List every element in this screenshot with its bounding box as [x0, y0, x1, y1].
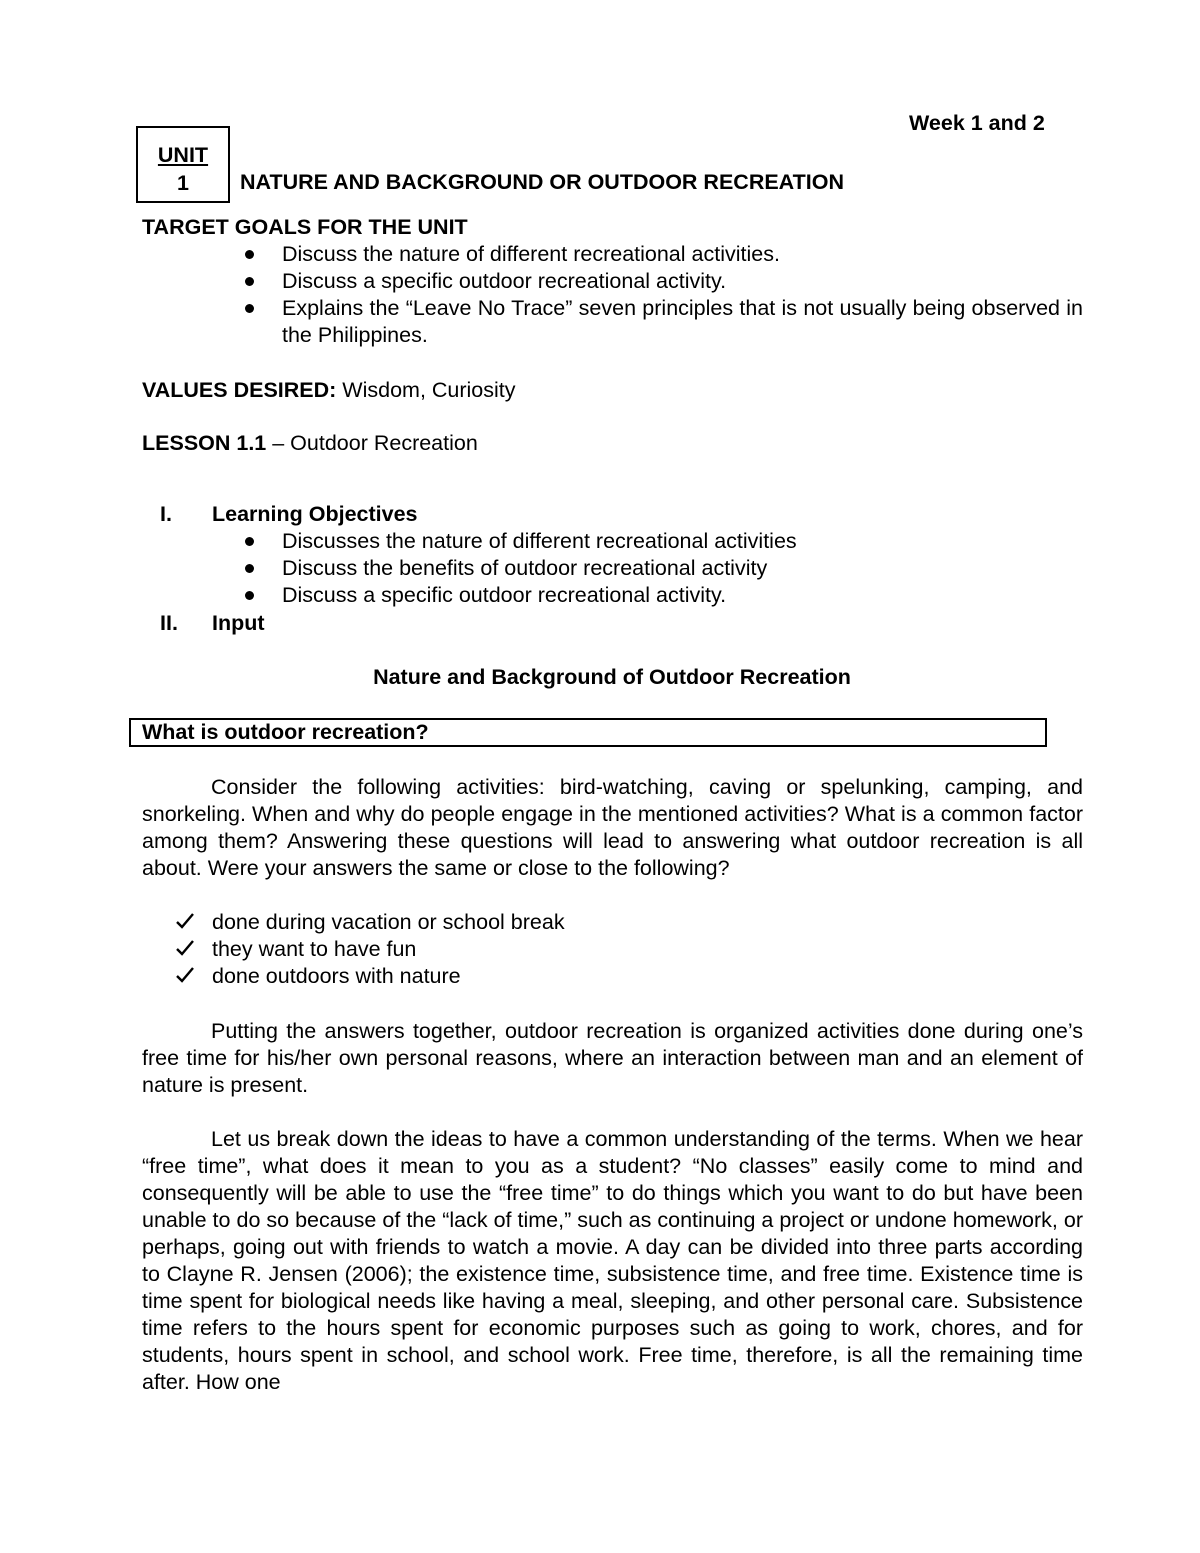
check-icon — [175, 911, 195, 931]
unit-number: 1 — [177, 171, 189, 195]
lesson-text: – Outdoor Recreation — [266, 431, 478, 455]
bullet-icon — [245, 277, 254, 286]
unit-box — [136, 126, 230, 203]
check-icon — [175, 965, 195, 985]
content-heading: Nature and Background of Outdoor Recreation — [373, 665, 851, 689]
bullet-icon — [245, 564, 254, 573]
objective-item: Discusses the nature of different recreational activities — [282, 529, 797, 553]
bullet-icon — [245, 304, 254, 313]
goal-item: Discuss the nature of different recreational activities. — [282, 242, 780, 266]
question-text: What is outdoor recreation? — [142, 720, 429, 744]
checklist-item: they want to have fun — [212, 937, 417, 961]
section-numeral: I. — [160, 502, 172, 526]
lesson-label: LESSON 1.1 — [142, 431, 267, 455]
section-title: Learning Objectives — [212, 502, 418, 526]
bullet-icon — [245, 591, 254, 600]
goal-item: Explains the “Leave No Trace” seven principles that is not usually being observed in the Philippines. — [282, 296, 1083, 347]
bullet-icon — [245, 537, 254, 546]
target-goals-heading: TARGET GOALS FOR THE UNIT — [142, 215, 468, 239]
checklist-item: done during vacation or school break — [212, 910, 565, 934]
objective-item: Discuss a specific outdoor recreational activity. — [282, 583, 727, 607]
paragraph: Let us break down the ideas to have a common understanding of the terms. When we hear “free time”, what does it mean to you as a student? “No classes” easily come to mind and consequently will be able to use the “free time” to do things which you want to do but have been unable to do so because of the “lack of time,” such as continuing a project or undone homework, or perhaps, going out with friends to watch a movie. A day can be divided into three parts according to Clayne R. Jensen (2006); the existence time, subsistence time, and free time. Existence time is time spent for biological needs like having a meal, sleeping, and other personal care. Subsistence time refers to the hours spent for economic purposes such as going to work, chores, and for students, hours spent in school, and school work. Free time, therefore, is all the remaining time after. How one — [142, 1127, 1083, 1394]
paragraph: Putting the answers together, outdoor recreation is organized activities done during one’s free time for his/her own personal reasons, where an interaction between man and an element of nature is present. — [142, 1019, 1083, 1097]
bullet-icon — [245, 250, 254, 259]
checklist-item: done outdoors with nature — [212, 964, 461, 988]
goal-item: Discuss a specific outdoor recreational activity. — [282, 269, 727, 293]
paragraph: Consider the following activities: bird-watching, caving or spelunking, camping, and snorkeling. When and why do people engage in the mentioned activities? What is a common factor among them? Answering these questions will lead to answering what outdoor recreation is all about. Were your answers the same or close to the following? — [142, 775, 1083, 880]
unit-title: NATURE AND BACKGROUND OR OUTDOOR RECREATION — [240, 170, 844, 194]
unit-label: UNIT — [157, 143, 209, 167]
lesson-line — [142, 430, 478, 457]
values-text: Wisdom, Curiosity — [336, 378, 516, 402]
section-title: Input — [212, 611, 265, 635]
check-icon — [175, 938, 195, 958]
objective-item: Discuss the benefits of outdoor recreational activity — [282, 556, 768, 580]
section-numeral: II. — [160, 611, 178, 635]
values-desired — [142, 377, 516, 404]
week-label: Week 1 and 2 — [909, 111, 1045, 135]
values-label: VALUES DESIRED: — [142, 378, 337, 402]
